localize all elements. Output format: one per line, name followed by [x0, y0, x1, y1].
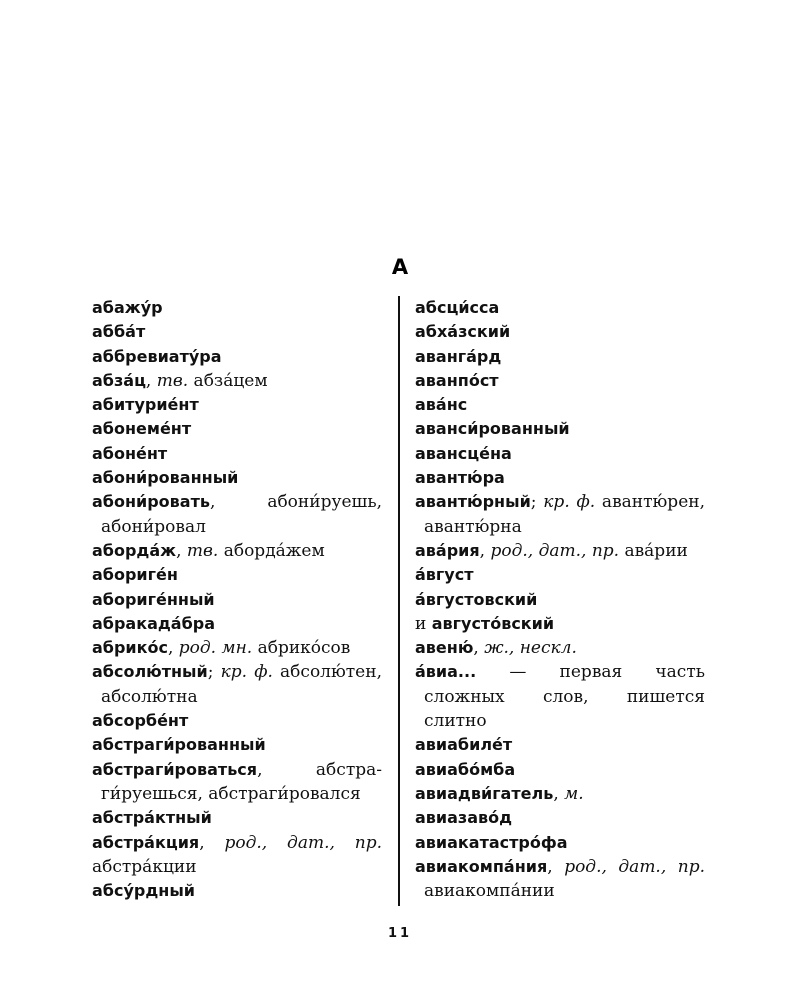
entry-headword: абрико́с: [92, 638, 168, 658]
entry-headword: авансце́на: [415, 443, 512, 463]
dictionary-entry: [415, 636, 705, 660]
entry-separator: ;: [207, 662, 221, 683]
entry-separator: ,: [167, 638, 179, 659]
dictionary-entry: [415, 660, 705, 733]
dictionary-entry: [92, 563, 382, 587]
dictionary-entry: [92, 296, 382, 320]
entry-grammar-note: ж., нескл.: [484, 638, 577, 659]
entry-headword: аванси́рованный: [415, 419, 570, 439]
entry-forms: авиакомпа́нии: [424, 881, 555, 902]
dictionary-entry: [92, 466, 382, 490]
entry-headword: абони́ровать: [92, 492, 210, 512]
entry-headword: аванпо́ст: [415, 370, 499, 390]
entry-grammar-note: м.: [564, 783, 584, 804]
dictionary-entry: [92, 612, 382, 636]
entry-separator: ,: [479, 540, 491, 561]
dictionary-entry: [415, 320, 705, 344]
entry-headword: абсорбе́нт: [92, 711, 189, 731]
entry-grammar-note: род. мн.: [178, 638, 253, 659]
entry-grammar-note: кр. ф.: [220, 662, 273, 683]
entry-conjunction: и: [415, 613, 432, 634]
entry-headword: абсци́сса: [415, 298, 500, 317]
page-number: 11: [387, 926, 413, 941]
column-divider: [398, 296, 400, 906]
entry-headword: авиабиле́т: [415, 735, 513, 755]
entry-headword: августо́вский: [431, 613, 555, 633]
entry-forms: абони́руешь, абони́ровал: [101, 492, 382, 537]
dictionary-entry: [92, 758, 382, 807]
entry-headword: авиадви́гатель: [415, 783, 554, 803]
entry-headword: аванга́рд: [415, 346, 502, 366]
entry-forms: абрико́сов: [252, 638, 351, 659]
entry-headword: абоне́нт: [92, 443, 168, 463]
entry-headword: абитурие́нт: [92, 395, 199, 415]
dictionary-entry: [92, 369, 382, 393]
section-letter-heading: А: [391, 255, 409, 279]
dictionary-entry: [92, 539, 382, 563]
dictionary-entry: [415, 393, 705, 417]
dictionary-entry: [415, 296, 705, 320]
entry-headword: абстра́кция: [92, 832, 200, 852]
dictionary-entry: [92, 709, 382, 733]
dictionary-entry: [92, 806, 382, 830]
entry-headword: а́виа...: [415, 662, 477, 682]
dictionary-entry: [415, 806, 705, 830]
entry-headword: абстраги́роваться: [92, 759, 258, 779]
entry-headword: абстраги́рованный: [92, 735, 266, 755]
entry-forms: абстра́кции: [92, 856, 197, 877]
entry-headword: ава́нс: [415, 395, 468, 415]
entry-separator: ;: [530, 492, 544, 513]
entry-separator: ,: [176, 540, 187, 561]
entry-headword: а́вгуст: [415, 565, 474, 585]
entry-headword: абсолю́тный: [92, 662, 208, 682]
entry-forms: абза́цем: [188, 370, 268, 391]
entry-headword: аборда́ж: [92, 540, 177, 560]
entry-grammar-note: род., дат., пр.: [490, 540, 620, 561]
dictionary-entry: [92, 831, 382, 880]
entry-headword: абза́ц: [92, 370, 146, 390]
entry-grammar-note: кр. ф.: [543, 492, 596, 513]
dictionary-entry: [415, 417, 705, 441]
entry-forms: авантю́рен, авантю́рна: [424, 492, 705, 537]
dictionary-entry: [92, 320, 382, 344]
dictionary-entry: [415, 345, 705, 369]
entry-headword: абха́зский: [415, 322, 511, 342]
dictionary-entry: [415, 733, 705, 757]
dictionary-entry: [415, 831, 705, 855]
dictionary-entry: [92, 636, 382, 660]
entry-headword: абориге́нный: [92, 589, 215, 609]
entry-forms: абсолю́тен, абсолю́тна: [101, 662, 382, 707]
dictionary-entry: [415, 588, 705, 612]
entry-headword: аббревиату́ра: [92, 346, 222, 366]
dictionary-entry: [415, 855, 705, 904]
entry-headword: авантю́ра: [415, 468, 505, 488]
entry-forms: абстраги́руешься, абстраги́ровался: [101, 759, 382, 804]
entry-separator: [476, 662, 509, 682]
entry-separator: ,: [199, 832, 225, 853]
entry-headword: абстра́ктный: [92, 808, 212, 828]
entry-headword: а́вгустовский: [415, 589, 538, 609]
entry-headword: авеню́: [415, 638, 474, 658]
dictionary-entry: [92, 588, 382, 612]
entry-headword: абонеме́нт: [92, 419, 192, 439]
dictionary-entry: [92, 879, 382, 903]
right-column: [415, 296, 705, 903]
entry-headword: авантю́рный: [415, 492, 531, 512]
dictionary-entry: [92, 393, 382, 417]
left-column: [92, 296, 382, 903]
entry-headword: авиазаво́д: [415, 808, 513, 828]
dictionary-entry: [92, 442, 382, 466]
dictionary-entry: [415, 563, 705, 587]
entry-headword: абракада́бра: [92, 613, 216, 633]
entry-headword: абсу́рдный: [92, 881, 195, 901]
dictionary-entry: [415, 490, 705, 539]
entry-headword: абба́т: [92, 322, 146, 342]
dictionary-entry: [415, 369, 705, 393]
dictionary-entry: [415, 539, 705, 563]
entry-headword: абориге́н: [92, 565, 178, 585]
dictionary-entry: [92, 417, 382, 441]
entry-forms: — первая часть сложных слов, пишется слитно: [424, 662, 705, 732]
dictionary-entry: [415, 466, 705, 490]
entry-headword: абажу́р: [92, 298, 163, 317]
entry-grammar-note: род., дат., пр.: [564, 856, 705, 877]
entry-grammar-note: тв.: [156, 370, 189, 391]
entry-forms: аборда́жем: [218, 540, 325, 561]
entry-separator: ,: [257, 759, 316, 780]
entry-grammar-note: род., дат., пр.: [224, 832, 382, 853]
dictionary-entry: [415, 442, 705, 466]
dictionary-entry: [415, 758, 705, 782]
entry-separator: ,: [553, 783, 565, 804]
entry-headword: авиакатастро́фа: [415, 832, 568, 852]
dictionary-entry: [92, 345, 382, 369]
entry-grammar-note: тв.: [186, 540, 219, 561]
entry-headword: ава́рия: [415, 540, 480, 560]
dictionary-entry: [92, 660, 382, 709]
entry-separator: ,: [547, 856, 565, 877]
entry-headword: авиакомпа́ния: [415, 856, 548, 876]
dictionary-entry: [415, 612, 705, 636]
entry-separator: ,: [473, 638, 485, 659]
entry-separator: ,: [209, 492, 268, 513]
entry-headword: авиабо́мба: [415, 759, 516, 779]
entry-forms: ава́рии: [619, 540, 688, 561]
entry-headword: абони́рованный: [92, 468, 239, 488]
entry-separator: ,: [145, 370, 157, 391]
dictionary-entry: [415, 782, 705, 806]
dictionary-entry: [92, 733, 382, 757]
dictionary-entry: [92, 490, 382, 539]
